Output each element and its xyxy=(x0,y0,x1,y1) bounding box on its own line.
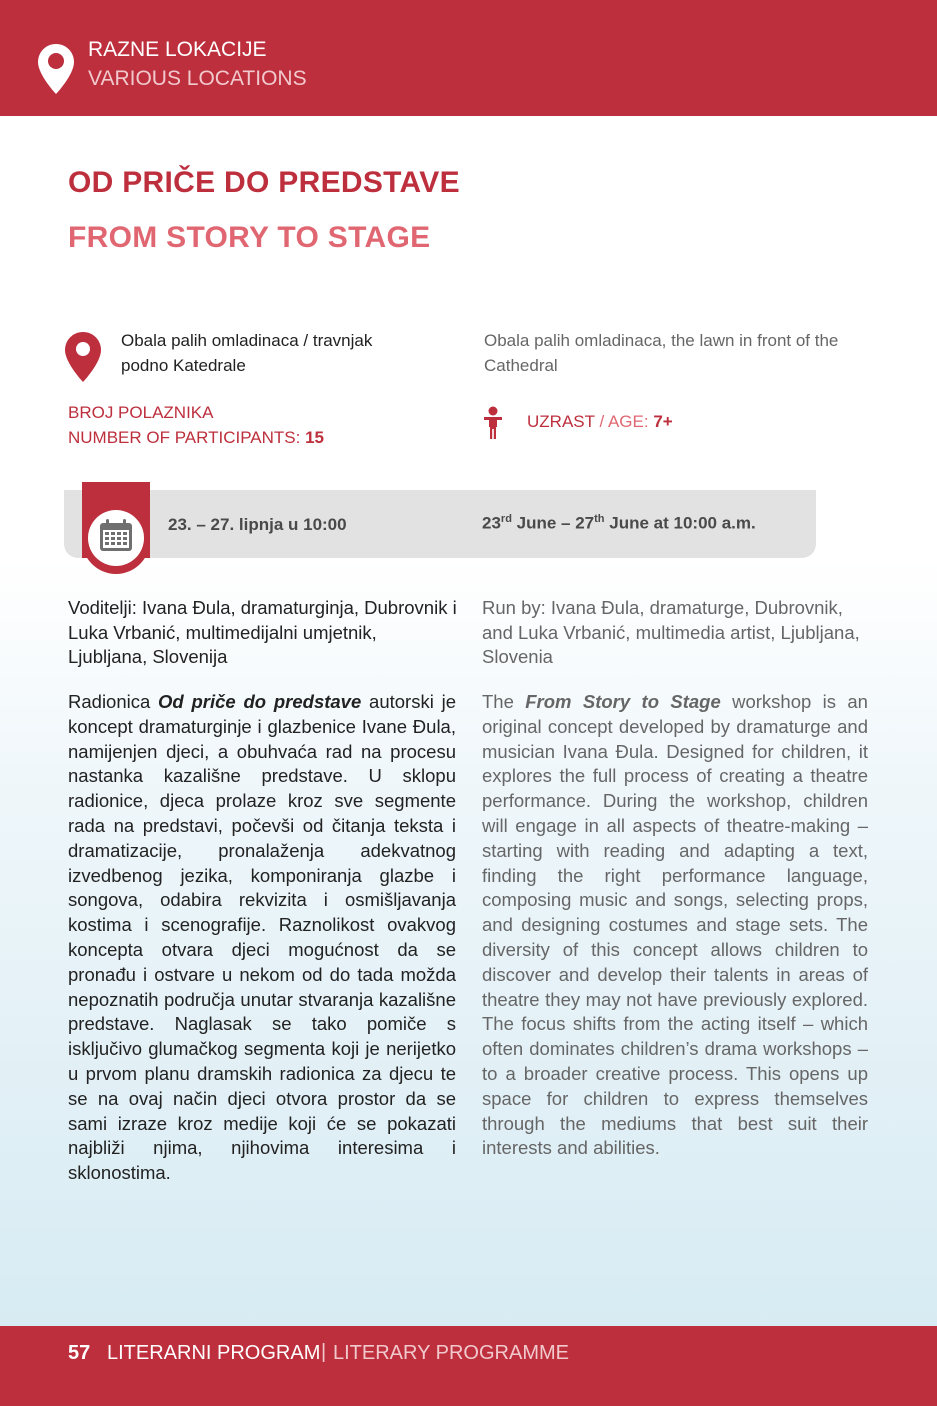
age-separator: / xyxy=(599,412,605,431)
page-header xyxy=(0,0,937,116)
child-icon xyxy=(482,406,504,445)
venue-pin-icon xyxy=(64,332,102,387)
participants-label-en: NUMBER OF PARTICIPANTS: xyxy=(68,428,301,447)
description-en-start: The xyxy=(482,691,526,712)
date-en-suffix1: rd xyxy=(500,513,512,525)
date-hr: 23. – 27. lipnja u 10:00 xyxy=(168,515,347,534)
event-title-hr: OD PRIČE DO PREDSTAVE xyxy=(68,166,460,199)
age-label-en: AGE: xyxy=(607,412,649,431)
calendar-badge xyxy=(88,510,144,566)
description-hr-title: Od priče do predstave xyxy=(158,691,362,712)
venue-en: Obala palih omladinaca, the lawn in front of the Cathedral xyxy=(484,331,839,375)
date-en-start: 23 xyxy=(482,513,501,533)
page-number: 57 xyxy=(68,1342,91,1364)
leaders-hr: Voditelji: Ivana Đula, dramaturginja, Dubrovnik i Luka Vrbanić, multimedijalni umjetnik, Ljubljana, Slovenija xyxy=(68,597,457,667)
participants-value: 15 xyxy=(305,428,325,447)
age-value: 7+ xyxy=(653,412,673,431)
age-line xyxy=(527,412,673,432)
map-pin-icon xyxy=(38,44,74,99)
location-heading-hr: RAZNE LOKACIJE xyxy=(88,38,267,61)
age-label-hr: UZRAST xyxy=(527,412,595,431)
participants-label-hr: BROJ POLAZNIKA xyxy=(68,403,214,422)
description-en-title: From Story to Stage xyxy=(525,691,721,712)
section-divider: | xyxy=(321,1341,327,1363)
leaders-en: Run by: Ivana Đula, dramaturge, Dubrovnik, and Luka Vrbanić, multimedia artist, Ljubljana, Slovenia xyxy=(482,597,860,667)
description-hr xyxy=(68,690,456,1186)
calendar-icon xyxy=(98,519,134,558)
date-en-suffix2: th xyxy=(594,513,605,525)
page-footer xyxy=(0,1326,937,1406)
date-en xyxy=(482,513,756,534)
event-title-en: FROM STORY TO STAGE xyxy=(68,221,431,254)
date-en-tail: June at 10:00 a.m. xyxy=(604,513,756,533)
date-en-mid: June – 27 xyxy=(511,513,595,533)
section-en: LITERARY PROGRAMME xyxy=(333,1342,569,1364)
venue-hr: Obala palih omladinaca / travnjak podno Katedrale xyxy=(121,331,373,375)
location-heading-en: VARIOUS LOCATIONS xyxy=(88,67,307,90)
description-hr-start: Radionica xyxy=(68,691,159,712)
participants-line xyxy=(68,428,324,448)
description-en-text: workshop is an original concept developed by dramaturge and musician Ivana Đula. Designed for children, it explores the full process of creating a theatre performance. During the workshop, children will engage in all aspects of theatre-making – starting with reading and adapting a text, finding the right performance language, composing music and songs, selecting props, and designing costumes and stage sets. The diversity of this concept allows children to discover and develop their talents in areas of theatre they may not have previously explored. The focus shifts from the acting itself – which often dominates children’s drama workshops – to a broader creative process. This opens up space for children to express themselves through the mediums that best suit their interests and abilities. xyxy=(482,691,868,1159)
description-en xyxy=(482,690,868,1161)
section-hr: LITERARNI PROGRAM xyxy=(107,1342,321,1364)
description-hr-text: autorski je koncept dramaturginje i glazbenice Ivane Đula, namijenjen djeci, a obuhvaća rad na procesu nastanka kazališne predstave. U sklopu radionice, djeca prolaze kroz sve segmente rada na predstavi, počevši od čitanja teksta i dramatizacije, pronalaženja adekvatnog izvedbenog jezika, komponiranja glazbe i songova, odabira rekvizita i osmišljavanja kostima i scenografije. Raznolikost ovakvog koncepta otvara djeci mogućnost da se pronađu i ostvare u nekom od do tada možda nepoznatih područja unutar stvaranja kazališne predstave. Naglasak se tako pomiče s isključivo glumačkog segmenta koji je nerijetko u prvom planu dramskih radionica za djecu te se na ovaj način djeci otvora prostor da se sami izraze kroz medije koji će se pokazati najbliži njima, njihovima interesima i sklonostima. xyxy=(68,691,456,1184)
